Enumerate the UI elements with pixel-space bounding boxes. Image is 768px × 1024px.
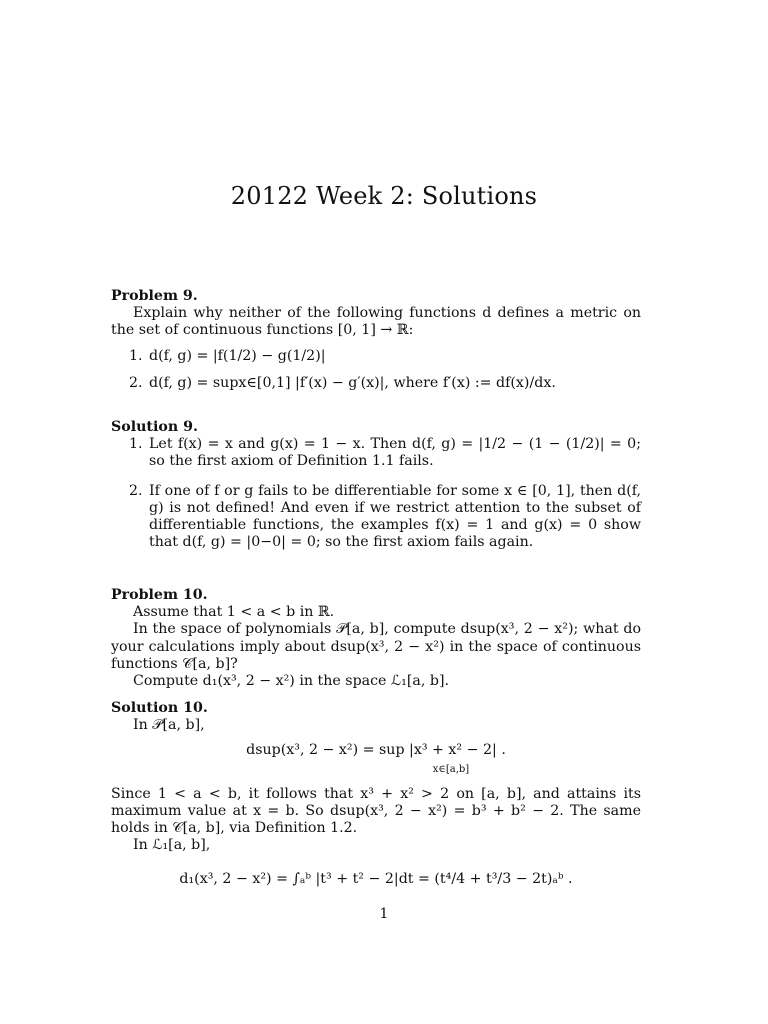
problem-10-line2: In the space of polynomials 𝒫[a, b], compute dsup(x³, 2 − x²); what do your calculations imply about dsup(x³, 2 − x²) in the space of continuous functions 𝒞[a, b]? [111, 621, 641, 672]
solution-9 [111, 419, 641, 551]
list-item: 1. Let f(x) = x and g(x) = 1 − x. Then d(f, g) = |1/2 − (1 − (1/2)| = 0; so the first axiom of Definition 1.1 fails. [129, 436, 641, 470]
problem-9-heading: Problem 9. [111, 288, 198, 304]
problem-10-line3: Compute d₁(x³, 2 − x²) in the space ℒ₁[a, b]. [133, 673, 450, 690]
solution-10-paragraph: Since 1 < a < b, it follows that x³ + x² > 2 on [a, b], and attains its maximum value at x = b. So dsup(x³, 2 − x²) = b³ + b² − 2. The same holds in 𝒞[a, b], via Definition 1.2. [111, 785, 641, 837]
solution-10-intro: In 𝒫[a, b], [133, 717, 205, 734]
equation-dsup: dsup(x³, 2 − x²) = sup |x³ + x² − 2| . x∈[a,b] [246, 742, 506, 775]
problem-9-intro: Explain why neither of the following functions d defines a metric on the set of continuous functions [0, 1] → ℝ: [111, 305, 641, 339]
problem-9 [111, 288, 641, 392]
equation-d1: d₁(x³, 2 − x²) = ∫ₐᵇ |t³ + t² − 2|dt = (t⁴/4 + t³/3 − 2t)ₐᵇ . [179, 870, 573, 887]
solution-10-intro2: In ℒ₁[a, b], [133, 837, 211, 854]
solution-9-list [111, 436, 641, 551]
problem-10-line1: Assume that 1 < a < b in ℝ. [133, 604, 335, 621]
problem-10 [111, 587, 641, 690]
list-item: 1. d(f, g) = |f(1/2) − g(1/2)| [129, 347, 326, 364]
list-item: 2. If one of f or g fails to be differentiable for some x ∈ [0, 1], then d(f, g) is not defined! And even if we restrict attention to the subset of differentiable functions, the examples f(x) = 1 and g(x) = 0 show that d(f, g) = |0−0| = 0; so the first axiom fails again. [129, 482, 641, 551]
equation-sup-subscript: x∈[a,b] [432, 763, 470, 775]
solution-9-heading: Solution 9. [111, 419, 198, 435]
problem-10-heading: Problem 10. [111, 587, 208, 603]
solution-10 [111, 700, 641, 896]
page-number: 1 [379, 906, 389, 922]
page-title: 20122 Week 2: Solutions [230, 182, 538, 210]
list-item: 2. d(f, g) = supx∈[0,1] |f′(x) − g′(x)|, where f′(x) := df(x)/dx. [129, 374, 556, 391]
solution-10-heading: Solution 10. [111, 700, 208, 716]
problem-9-list [111, 348, 641, 392]
